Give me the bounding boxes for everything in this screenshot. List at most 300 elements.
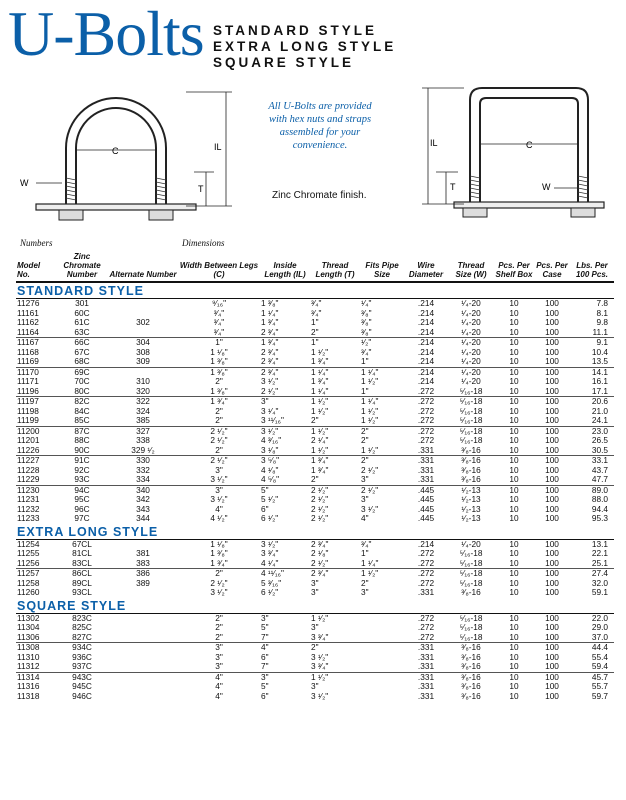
- table-cell: 7": [261, 661, 269, 671]
- section-header-row: [16, 282, 614, 299]
- table-cell: 10: [494, 485, 534, 495]
- table-cell: 47.7: [591, 474, 608, 484]
- table-cell: 6": [261, 651, 269, 662]
- table-cell: 4": [178, 672, 260, 682]
- style-list: [213, 23, 396, 71]
- table-cell: 10: [494, 672, 534, 682]
- table-cell: 29.0: [591, 622, 608, 632]
- table-cell: 10: [494, 338, 534, 348]
- table-cell: 67CL: [72, 538, 92, 549]
- dim-w-label: W: [20, 178, 29, 188]
- table-cell: .331: [404, 672, 448, 682]
- table-cell: 1 ¹⁄₄": [310, 367, 360, 377]
- table-cell: 936C: [72, 651, 92, 662]
- table-cell: 1 ¹⁄₄": [311, 385, 329, 396]
- table-cell: 302: [136, 317, 150, 327]
- table-cell: 10: [494, 367, 534, 377]
- table-cell: 10: [494, 456, 534, 466]
- table-cell: 63C: [74, 326, 90, 337]
- table-cell: ³⁄₄": [213, 317, 225, 327]
- table-cell: ³⁄₈": [361, 307, 372, 318]
- table-cell: ¹⁄₄-20: [461, 346, 481, 357]
- table-cell: 100: [545, 376, 559, 386]
- table-cell: 100: [545, 538, 559, 549]
- table-cell: 87C: [56, 426, 108, 436]
- table-cell: 44.4: [570, 643, 614, 653]
- ubolt-spec-table: [16, 252, 614, 701]
- column-header: Pcs. Per Case: [534, 252, 570, 282]
- table-cell: 10: [509, 690, 519, 701]
- table-cell: 11198: [17, 405, 39, 416]
- table-cell: 2 ¹⁄₂": [360, 485, 404, 495]
- table-cell: 100: [545, 474, 559, 484]
- table-cell: 1 ¹⁄₂": [361, 376, 379, 386]
- column-header: Thread Size (W): [448, 252, 494, 282]
- table-cell: 11226: [17, 444, 40, 455]
- table-cell: 59.1: [591, 587, 608, 597]
- table-cell: 344: [136, 513, 150, 523]
- table-cell: 1 ³⁄₈": [210, 385, 228, 396]
- table-cell: 4": [260, 643, 310, 653]
- table-cell: 11257: [16, 569, 56, 579]
- table-cell: 100: [545, 661, 559, 671]
- table-cell: 342: [136, 494, 150, 504]
- table-cell: .272: [404, 397, 448, 407]
- table-cell: 1": [310, 338, 360, 348]
- table-cell: [360, 633, 404, 643]
- table-cell: 11306: [17, 631, 40, 642]
- table-cell: 3 ¹⁄₂": [361, 503, 379, 514]
- table-cell: 2 ³⁄₄": [261, 346, 279, 357]
- table-cell: 1 ¹⁄₂": [361, 444, 379, 455]
- table-cell: 69C: [56, 367, 108, 377]
- table-cell: 10: [509, 356, 519, 366]
- table-cell: 1 ¹⁄₂": [360, 569, 404, 579]
- table-cell: 11314: [16, 672, 56, 682]
- table-cell: [108, 653, 178, 663]
- dim-w-label: W: [542, 182, 551, 192]
- table-cell: 1 ¹⁄₂": [310, 397, 360, 407]
- table-cell: [108, 662, 178, 672]
- table-cell: 43.7: [591, 464, 608, 475]
- column-header: Zinc Chromate Number: [56, 252, 108, 282]
- table-cell: 95C: [74, 494, 90, 504]
- table-cell: 100: [545, 405, 559, 416]
- table-cell: 946C: [72, 690, 92, 701]
- table-cell: 11258: [17, 577, 40, 588]
- table-cell: 2 ³⁄₄": [261, 326, 279, 337]
- table-cell: 2": [311, 326, 319, 337]
- table-row: [16, 559, 614, 569]
- table-cell: ³⁄₈-16: [461, 474, 481, 484]
- table-cell: 85C: [74, 415, 90, 425]
- table-cell: 10: [509, 503, 519, 514]
- table-cell: .331: [417, 681, 435, 691]
- table-cell: 4 ³⁄₁₆": [261, 435, 282, 445]
- table-cell: 100: [545, 435, 559, 445]
- table-cell: 1 ³⁄₄": [310, 456, 360, 466]
- table-cell: 3": [311, 622, 319, 632]
- table-cell: ⁵⁄₁₆-18: [459, 631, 483, 642]
- table-cell: 10: [509, 587, 519, 597]
- table-cell: 10: [509, 577, 519, 588]
- table-cell: 11230: [16, 485, 56, 495]
- table-row: [16, 328, 614, 338]
- table-cell: 11196: [17, 385, 39, 396]
- table-cell: 100: [545, 346, 559, 357]
- table-cell: 25.1: [591, 557, 608, 568]
- table-cell: 10: [509, 622, 519, 632]
- table-cell: ⁵⁄₁₆-18: [459, 405, 483, 416]
- table-cell: .272: [417, 385, 435, 396]
- table-cell: 10: [494, 397, 534, 407]
- table-cell: .214: [404, 338, 448, 348]
- table-cell: 1 ¹⁄₂": [311, 405, 329, 416]
- table-row: [16, 662, 614, 672]
- table-cell: 301: [75, 298, 89, 308]
- table-cell: 1": [311, 317, 319, 327]
- table-cell: ⁵⁄₁₆-18: [459, 577, 483, 588]
- section-title: SQUARE STYLE: [16, 598, 614, 614]
- table-cell: 381: [136, 548, 150, 558]
- table-cell: [360, 682, 404, 692]
- table-cell: 100: [534, 367, 570, 377]
- table-cell: 2 ¹⁄₂": [178, 456, 260, 466]
- table-cell: 3 ³⁄₄": [311, 631, 329, 642]
- table-cell: 943C: [56, 672, 108, 682]
- table-cell: 20.6: [570, 397, 614, 407]
- table-row: [16, 569, 614, 579]
- table-cell: 2 ¹⁄₂": [361, 464, 379, 475]
- table-cell: 11312: [17, 661, 40, 671]
- table-cell: 89.0: [570, 485, 614, 495]
- table-cell: 11302: [17, 612, 40, 623]
- table-cell: .214: [417, 326, 435, 337]
- table-cell: 92C: [74, 464, 90, 475]
- section-title: EXTRA LONG STYLE: [16, 524, 614, 540]
- product-note: All U-Bolts are provided with hex nuts and straps assembled for your convenience.: [268, 101, 372, 151]
- table-cell: ³⁄₈-16: [448, 456, 494, 466]
- table-cell: 2 ¹⁄₂": [210, 577, 228, 588]
- table-cell: 3": [311, 587, 319, 597]
- table-cell: 2": [361, 577, 369, 588]
- table-row: [16, 446, 614, 456]
- table-cell: 11232: [17, 503, 40, 514]
- table-cell: 100: [534, 672, 570, 682]
- column-header: Pcs. Per Shelf Box: [494, 252, 534, 282]
- table-cell: 67C: [74, 346, 90, 357]
- table-cell: .272: [417, 405, 435, 416]
- table-cell: 17.1: [591, 385, 608, 396]
- table-row: [16, 397, 614, 407]
- table-cell: 100: [545, 415, 559, 425]
- table-row: [16, 514, 614, 524]
- table-cell: 4 ¹¹⁄₁₆": [260, 569, 310, 579]
- table-cell: 3 ¹⁄₂": [311, 690, 329, 701]
- table-cell: 10: [509, 385, 519, 396]
- table-cell: 3 ¹⁄₂": [210, 474, 228, 484]
- table-cell: 2": [215, 405, 223, 416]
- table-cell: 59.4: [591, 661, 608, 671]
- table-cell: 11227: [16, 456, 56, 466]
- table-cell: ⁵⁄₁₆-18: [448, 426, 494, 436]
- table-cell: .331: [417, 690, 435, 701]
- table-cell: [108, 672, 178, 682]
- table-cell: 343: [136, 503, 150, 514]
- table-cell: .331: [417, 464, 435, 475]
- table-cell: ⁹⁄₁₆": [211, 298, 227, 308]
- table-cell: 320: [136, 385, 150, 396]
- table-cell: 100: [545, 307, 559, 318]
- table-cell: 95.3: [591, 513, 608, 523]
- table-cell: ³⁄₈-16: [461, 690, 481, 701]
- table-cell: 100: [545, 557, 559, 568]
- table-cell: 88.0: [591, 494, 608, 504]
- table-cell: 2 ¹⁄₈": [311, 548, 329, 558]
- table-cell: 1 ¹⁄₂": [311, 346, 329, 357]
- table-row: [16, 456, 614, 466]
- dim-t-label: T: [450, 182, 456, 192]
- style-square: SQUARE STYLE: [213, 55, 355, 70]
- table-cell: 934C: [56, 643, 108, 653]
- table-cell: 10: [509, 376, 519, 386]
- table-cell: 6 ¹⁄₂": [261, 587, 279, 597]
- page-title: U-Bolts: [8, 0, 204, 69]
- table-cell: 11171: [17, 376, 39, 386]
- table-cell: 100: [545, 587, 559, 597]
- table-cell: 93CL: [72, 587, 92, 597]
- table-cell: 91C: [56, 456, 108, 466]
- table-cell: 5": [261, 622, 269, 632]
- table-cell: 3 ¹⁄₄": [261, 405, 279, 416]
- table-cell: 4 ¹⁄₂": [210, 513, 228, 523]
- table-cell: 100: [545, 651, 559, 662]
- table-cell: ³⁄₈-16: [461, 661, 481, 671]
- table-cell: 81CL: [72, 548, 92, 558]
- table-cell: 3 ³⁄₄": [261, 548, 279, 558]
- table-cell: 100: [545, 612, 559, 623]
- table-cell: 100: [545, 577, 559, 588]
- table-cell: 2 ³⁄₄": [310, 569, 360, 579]
- table-cell: 100: [534, 569, 570, 579]
- table-cell: 1": [361, 385, 369, 396]
- dim-t-label: T: [198, 184, 204, 194]
- table-cell: 5 ³⁄₁₆": [261, 577, 282, 588]
- table-cell: 11254: [17, 538, 40, 549]
- table-cell: .272: [417, 435, 435, 445]
- table-cell: 1 ¹⁄₂": [361, 405, 379, 416]
- table-cell: 96C: [74, 503, 90, 514]
- table-cell: 100: [534, 338, 570, 348]
- table-cell: 3 ¹⁄₂": [260, 426, 310, 436]
- table-cell: 10: [509, 435, 519, 445]
- table-cell: 1 ¹⁄₂": [310, 426, 360, 436]
- table-cell: 310: [136, 376, 150, 386]
- table-cell: 2 ³⁄₄": [311, 538, 329, 549]
- table-cell: 1": [178, 338, 260, 348]
- table-cell: [108, 613, 178, 623]
- table-cell: 86CL: [56, 569, 108, 579]
- table-cell: [108, 328, 178, 338]
- table-cell: 6": [261, 690, 269, 701]
- table-cell: .331: [417, 444, 435, 455]
- table-cell: 329 ¹⁄₂: [131, 444, 155, 455]
- table-cell: 100: [534, 643, 570, 653]
- table-cell: 3": [361, 587, 369, 597]
- table-cell: 823C: [72, 612, 92, 623]
- table-cell: 3 ⁵⁄₈": [260, 456, 310, 466]
- table-cell: 70C: [74, 376, 90, 386]
- table-cell: ¹⁄₄": [361, 298, 372, 308]
- table-cell: ⁵⁄₁₆-18: [459, 385, 483, 396]
- table-cell: 3 ¹⁄₂": [311, 651, 329, 662]
- table-cell: 11260: [17, 587, 40, 597]
- table-cell: ⁵⁄₁₆-18: [448, 569, 494, 579]
- table-cell: 1 ¹⁄₂": [311, 444, 329, 455]
- table-cell: 308: [136, 346, 150, 357]
- table-cell: 100: [545, 513, 559, 523]
- table-cell: 11201: [17, 435, 40, 445]
- table-cell: ³⁄₄": [311, 307, 322, 318]
- table-cell: 945C: [72, 681, 92, 691]
- table-cell: .331: [404, 456, 448, 466]
- table-cell: 2 ¹⁄₄": [311, 435, 329, 445]
- table-cell: 383: [136, 557, 150, 568]
- table-cell: 10: [509, 631, 519, 642]
- table-cell: 1 ³⁄₄": [210, 557, 228, 568]
- table-cell: 24.1: [591, 415, 608, 425]
- table-cell: ³⁄₄": [213, 326, 225, 337]
- table-cell: .445: [417, 503, 435, 514]
- table-cell: ¹⁄₂-13: [461, 503, 481, 514]
- table-cell: 1": [361, 356, 369, 366]
- table-cell: ³⁄₄": [361, 346, 372, 357]
- table-cell: 11164: [17, 326, 39, 337]
- section-title: STANDARD STYLE: [16, 282, 614, 299]
- table-cell: 82C: [56, 397, 108, 407]
- table-cell: 10: [509, 494, 519, 504]
- table-cell: 3": [215, 464, 223, 475]
- column-header: Lbs. Per 100 Pcs.: [570, 252, 614, 282]
- table-cell: ¹⁄₂-13: [448, 485, 494, 495]
- table-cell: .214: [417, 317, 435, 327]
- table-cell: 100: [545, 494, 559, 504]
- table-cell: 30.5: [591, 444, 608, 455]
- table-cell: 322: [108, 397, 178, 407]
- table-header-row: [16, 252, 614, 282]
- table-cell: 2": [215, 622, 223, 632]
- table-cell: 2 ¹⁄₂": [311, 503, 329, 514]
- table-cell: 2 ¹⁄₂": [210, 435, 228, 445]
- table-cell: ³⁄₈-16: [461, 651, 481, 662]
- column-header: Wire Diameter: [404, 252, 448, 282]
- table-cell: 11276: [17, 298, 40, 308]
- table-cell: 100: [545, 548, 559, 558]
- table-cell: 10: [509, 415, 519, 425]
- table-cell: .272: [417, 548, 435, 558]
- table-cell: 4 ¹⁄₈": [261, 464, 279, 475]
- table-cell: 11310: [17, 651, 40, 662]
- table-cell: 2 ³⁄₄": [260, 367, 310, 377]
- table-cell: .445: [417, 494, 435, 504]
- table-cell: 100: [545, 681, 559, 691]
- table-cell: ¹⁄₂": [360, 338, 404, 348]
- table-cell: 10: [509, 474, 519, 484]
- table-cell: ¹⁄₄-20: [461, 376, 481, 386]
- table-cell: 11255: [17, 548, 40, 558]
- column-header: Width Between Legs (C): [178, 252, 260, 282]
- table-cell: .214: [417, 356, 435, 366]
- table-cell: .272: [417, 612, 435, 623]
- table-cell: [360, 623, 404, 633]
- table-cell: 13.1: [591, 538, 608, 549]
- table-cell: 10.4: [591, 346, 608, 357]
- table-cell: .272: [417, 577, 435, 588]
- table-cell: [360, 643, 404, 653]
- table-cell: 389: [136, 577, 150, 588]
- table-cell: 11308: [16, 643, 56, 653]
- table-cell: 83CL: [72, 557, 92, 568]
- table-cell: 11229: [17, 474, 40, 484]
- table-cell: 3": [260, 672, 310, 682]
- table-cell: [360, 662, 404, 672]
- table-cell: 6": [261, 503, 269, 514]
- table-cell: 11162: [17, 317, 39, 327]
- table-cell: 1 ¹⁄₄": [361, 557, 379, 568]
- table-cell: ¹⁄₄-20: [448, 338, 494, 348]
- table-cell: 1 ¹⁄₂": [311, 612, 329, 623]
- table-cell: .214: [417, 538, 435, 549]
- style-standard: STANDARD STYLE: [213, 23, 378, 38]
- table-cell: 80C: [74, 385, 90, 396]
- table-cell: 100: [545, 464, 559, 475]
- table-cell: 93C: [74, 474, 90, 484]
- table-cell: 386: [108, 569, 178, 579]
- table-cell: 10: [509, 444, 519, 455]
- table-cell: ³⁄₈-16: [461, 464, 481, 475]
- table-row: [16, 338, 614, 348]
- table-row: [16, 416, 614, 426]
- table-cell: 68C: [74, 356, 90, 366]
- table-cell: 100: [534, 426, 570, 436]
- table-cell: ³⁄₄": [361, 538, 372, 549]
- table-cell: [360, 653, 404, 663]
- table-cell: .272: [417, 415, 435, 425]
- table-cell: 4 ⁵⁄₈": [261, 474, 280, 484]
- table-cell: 1": [361, 548, 369, 558]
- table-cell: 11200: [16, 426, 56, 436]
- table-cell: 3": [311, 577, 319, 588]
- table-cell: 88C: [74, 435, 90, 445]
- table-cell: 11169: [17, 356, 39, 366]
- table-cell: .331: [417, 587, 435, 597]
- table-cell: [108, 643, 178, 653]
- table-cell: 2": [310, 643, 360, 653]
- table-cell: 2": [311, 415, 319, 425]
- column-header: Inside Length (IL): [260, 252, 310, 282]
- dim-il-label: IL: [430, 138, 438, 148]
- table-cell: 2": [215, 415, 223, 425]
- table-cell: 94C: [56, 485, 108, 495]
- table-cell: 3 ¹¹⁄₁₆": [261, 415, 284, 425]
- table-cell: ¹⁄₄-20: [461, 317, 481, 327]
- table-cell: 100: [534, 456, 570, 466]
- table-cell: ¹⁄₄-20: [448, 367, 494, 377]
- table-cell: 66C: [56, 338, 108, 348]
- table-cell: 10: [509, 651, 519, 662]
- table-cell: 4": [215, 681, 223, 691]
- table-cell: ⁵⁄₁₆-18: [459, 612, 483, 623]
